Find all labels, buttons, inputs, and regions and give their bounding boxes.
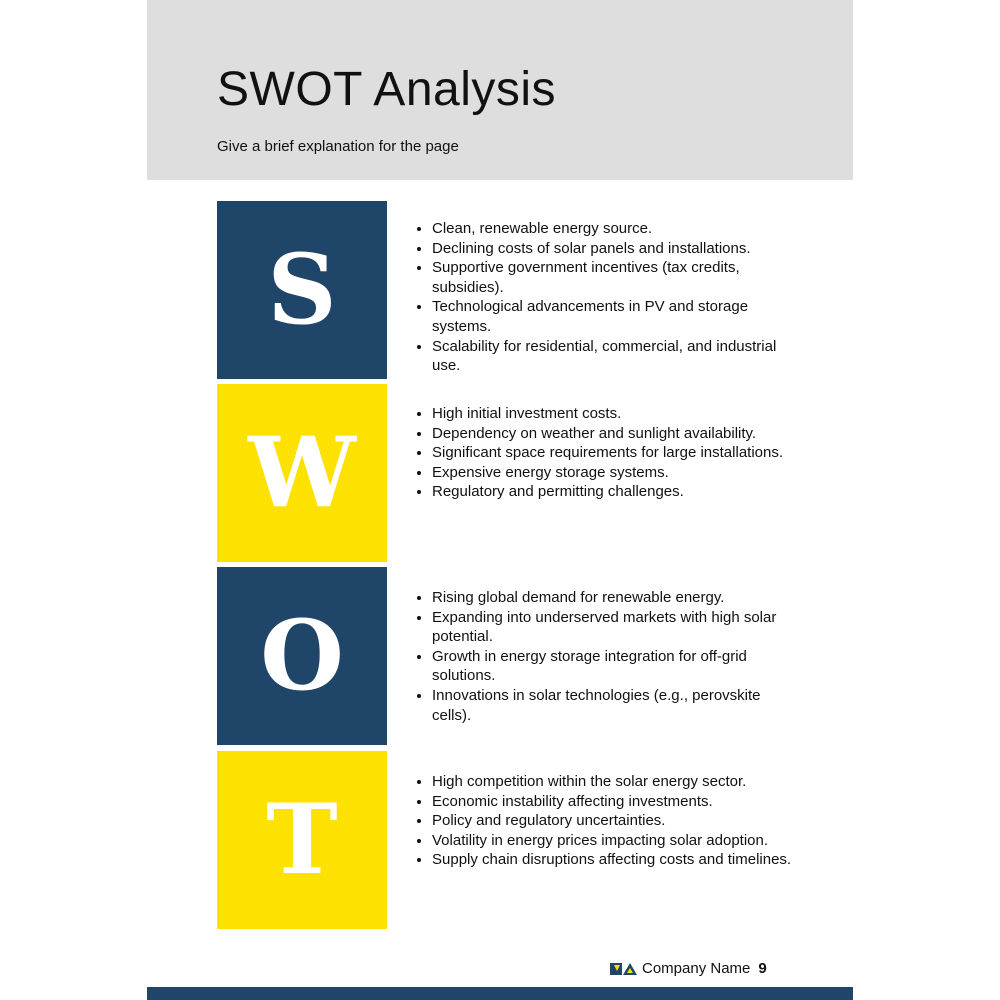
- list-item: • Growth in energy storage integration for off-grid solutions.: [432, 647, 802, 686]
- strengths-list: [414, 219, 802, 376]
- list-item: • Supportive government incentives (tax credits, subsidies).: [432, 258, 802, 297]
- swot-block-weaknesses: [217, 384, 387, 562]
- swot-letter-o: O: [260, 599, 344, 712]
- list-item: • Expensive energy storage systems.: [432, 463, 802, 483]
- list-item: • Significant space requirements for large installations.: [432, 443, 802, 463]
- swot-letter-w: W: [248, 416, 356, 529]
- page-number: 9: [758, 960, 767, 977]
- list-item: • Economic instability affecting investments.: [432, 792, 802, 812]
- list-item: • Policy and regulatory uncertainties.: [432, 811, 802, 831]
- swot-block-strengths: [217, 201, 387, 379]
- list-item: • Clean, renewable energy source.: [432, 219, 802, 239]
- company-logo-icon: [610, 962, 638, 976]
- document-page: [147, 0, 853, 1000]
- page-subtitle: Give a brief explanation for the page: [217, 138, 459, 155]
- list-item: • Scalability for residential, commercial, and industrial use.: [432, 337, 802, 376]
- swot-block-threats: [217, 751, 387, 929]
- swot-block-opportunities: [217, 567, 387, 745]
- bottom-accent-bar: [147, 987, 853, 1000]
- threats-list: [414, 772, 802, 870]
- page-title: SWOT Analysis: [217, 63, 557, 116]
- list-item: • Innovations in solar technologies (e.g., perovskite cells).: [432, 686, 802, 725]
- list-item: • Supply chain disruptions affecting costs and timelines.: [432, 850, 802, 870]
- list-item: • Expanding into underserved markets with high solar potential.: [432, 608, 802, 647]
- list-item: • Dependency on weather and sunlight availability.: [432, 424, 802, 444]
- list-item: • High initial investment costs.: [432, 404, 802, 424]
- list-item: • Technological advancements in PV and storage systems.: [432, 297, 802, 336]
- list-item: • Regulatory and permitting challenges.: [432, 482, 802, 502]
- swot-letter-t: T: [266, 783, 338, 896]
- list-item: • Declining costs of solar panels and installations.: [432, 239, 802, 259]
- page-header: [147, 0, 853, 180]
- company-name: Company Name: [642, 960, 751, 977]
- weaknesses-list: [414, 404, 802, 502]
- footer-brand: [610, 960, 767, 977]
- opportunities-list: [414, 588, 802, 725]
- swot-letter-s: S: [267, 233, 337, 346]
- list-item: • High competition within the solar energy sector.: [432, 772, 802, 792]
- list-item: • Rising global demand for renewable energy.: [432, 588, 802, 608]
- list-item: • Volatility in energy prices impacting solar adoption.: [432, 831, 802, 851]
